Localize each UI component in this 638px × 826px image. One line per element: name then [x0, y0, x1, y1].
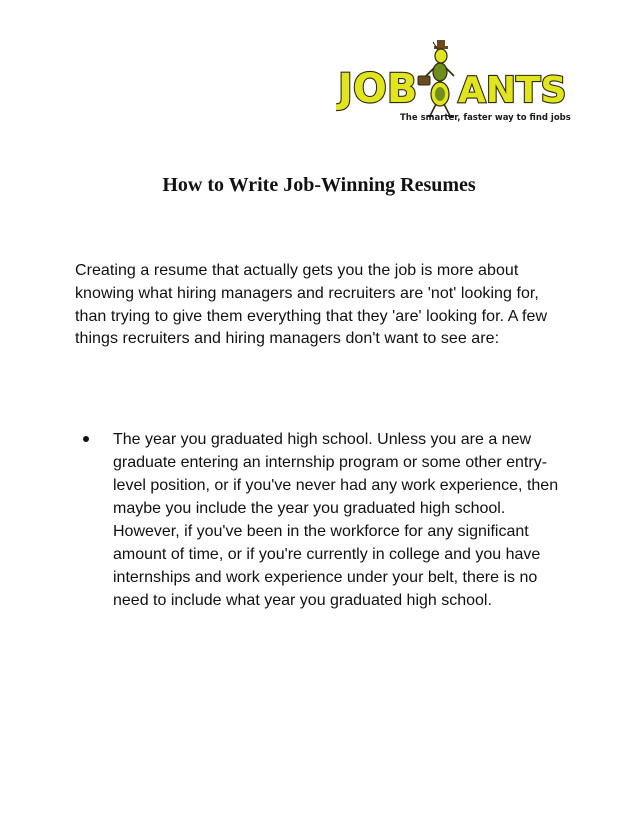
ant-mascot-icon: [418, 40, 454, 116]
logo-text-job: JOB: [338, 66, 418, 112]
bullet-list: [75, 428, 575, 612]
bullet-point-icon: [83, 436, 89, 442]
list-item: [75, 428, 575, 612]
bullet-text: The year you graduated high school. Unless you are a new graduate entering an internship program or some other entry-level position, or if you've never had any work experience, then maybe you include the year you graduated high school. However, if you've been in the workforce for any significant amount of time, or if you're currently in college and you have internships and work experience under your belt, there is no need to include what year you graduated high school.: [113, 431, 559, 609]
logo-tagline: The smarter, faster way to find jobs: [400, 113, 571, 123]
logo-text-ants: ANTS: [458, 70, 566, 111]
intro-paragraph: Creating a resume that actually gets you the job is more about knowing what hiring managers and recruiters are 'not' looking for, than trying to give them everything that they 'are' looking for. A few things recruiters and hiring managers don't want to see are:: [75, 262, 548, 348]
page-title: How to Write Job-Winning Resumes: [162, 174, 476, 196]
